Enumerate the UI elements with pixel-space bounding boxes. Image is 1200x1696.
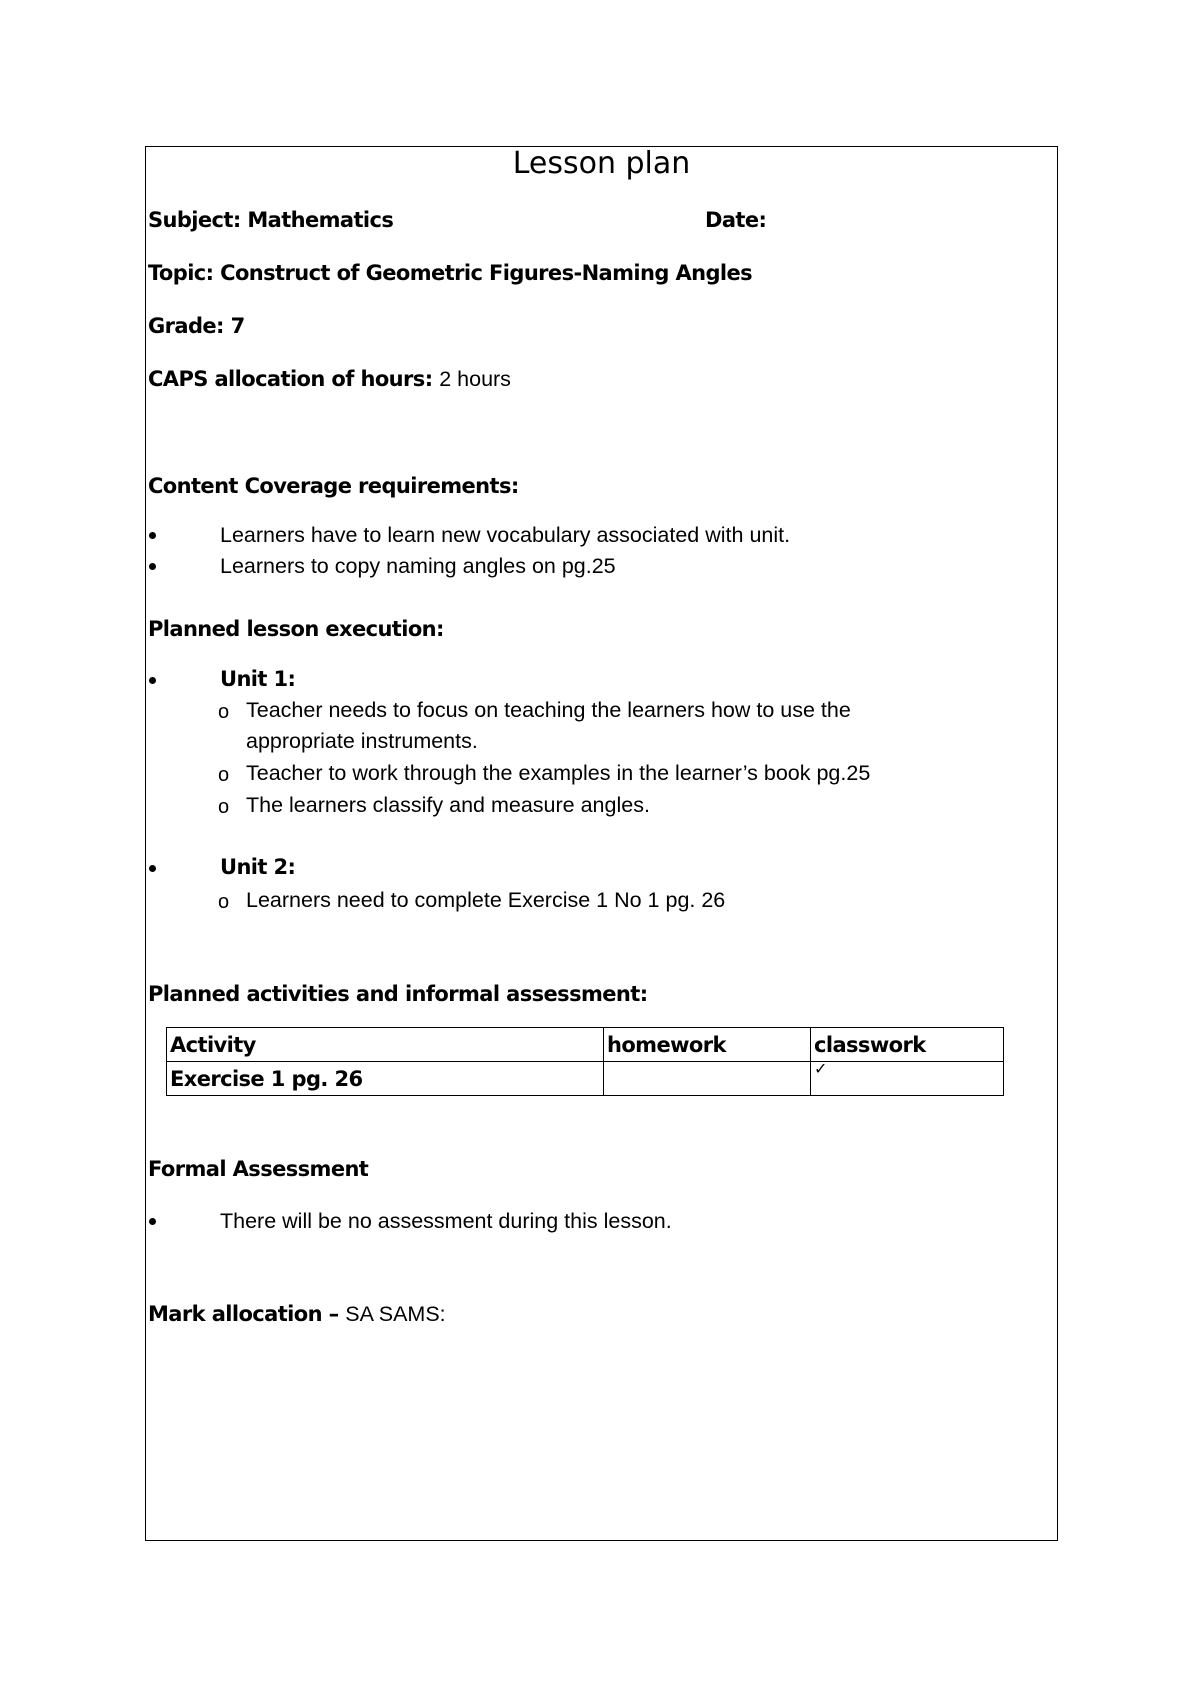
mark-label: Mark allocation –: [148, 1302, 339, 1326]
caps-line: [148, 367, 511, 392]
sub-bullet-icon: o: [218, 764, 230, 786]
topic-label: Topic: Construct of Geometric Figures-Naming Angles: [148, 261, 753, 285]
checkmark-icon: ✓: [811, 1062, 1004, 1096]
bullet-icon: [149, 677, 156, 684]
content-item: Learners to copy naming angles on pg.25: [220, 554, 616, 578]
bullet-icon: [149, 563, 156, 570]
activities-heading: Planned activities and informal assessment:: [148, 982, 648, 1006]
table-row: [167, 1062, 1004, 1096]
caps-label: CAPS allocation of hours:: [148, 367, 433, 391]
table-header-row: [167, 1028, 1004, 1062]
unit-item: Teacher needs to focus on teaching the learners how to use the: [246, 698, 851, 722]
formal-item: There will be no assessment during this lesson.: [220, 1209, 672, 1233]
unit-item: appropriate instruments.: [246, 729, 478, 753]
page-title: Lesson plan: [512, 146, 691, 181]
sub-bullet-icon: o: [218, 701, 230, 723]
sub-bullet-icon: o: [218, 796, 230, 818]
content-item: Learners have to learn new vocabulary associated with unit.: [220, 523, 791, 547]
unit-label: Unit 2:: [220, 855, 296, 879]
unit-item: Teacher to work through the examples in the learner’s book pg.25: [246, 761, 871, 785]
lesson-plan-frame: [145, 146, 1058, 1541]
unit-item: The learners classify and measure angles.: [246, 793, 650, 817]
table-cell-activity: Exercise 1 pg. 26: [167, 1062, 604, 1096]
sub-bullet-icon: o: [218, 891, 230, 913]
table-cell-homework: [604, 1062, 811, 1096]
table-header-classwork: classwork: [811, 1028, 1004, 1062]
grade-value: 7: [230, 314, 245, 338]
bullet-icon: [149, 532, 156, 539]
content-heading: Content Coverage requirements:: [148, 474, 519, 498]
bullet-icon: [149, 865, 156, 872]
activity-table: [166, 1027, 1004, 1096]
table-header-activity: Activity: [167, 1028, 604, 1062]
formal-heading: Formal Assessment: [148, 1157, 369, 1181]
mark-value: SA SAMS:: [345, 1302, 446, 1326]
grade-label: Grade:: [148, 314, 224, 338]
mark-allocation-line: [148, 1302, 446, 1327]
subject-label: Subject: Mathematics: [148, 208, 394, 232]
unit-item: Learners need to complete Exercise 1 No 1 pg. 26: [246, 888, 726, 912]
caps-value: 2 hours: [439, 367, 511, 391]
unit-label: Unit 1:: [220, 667, 296, 691]
execution-heading: Planned lesson execution:: [148, 617, 444, 641]
date-label: Date:: [705, 208, 767, 232]
table-header-homework: homework: [604, 1028, 811, 1062]
bullet-icon: [149, 1218, 156, 1225]
grade-line: [148, 314, 245, 338]
